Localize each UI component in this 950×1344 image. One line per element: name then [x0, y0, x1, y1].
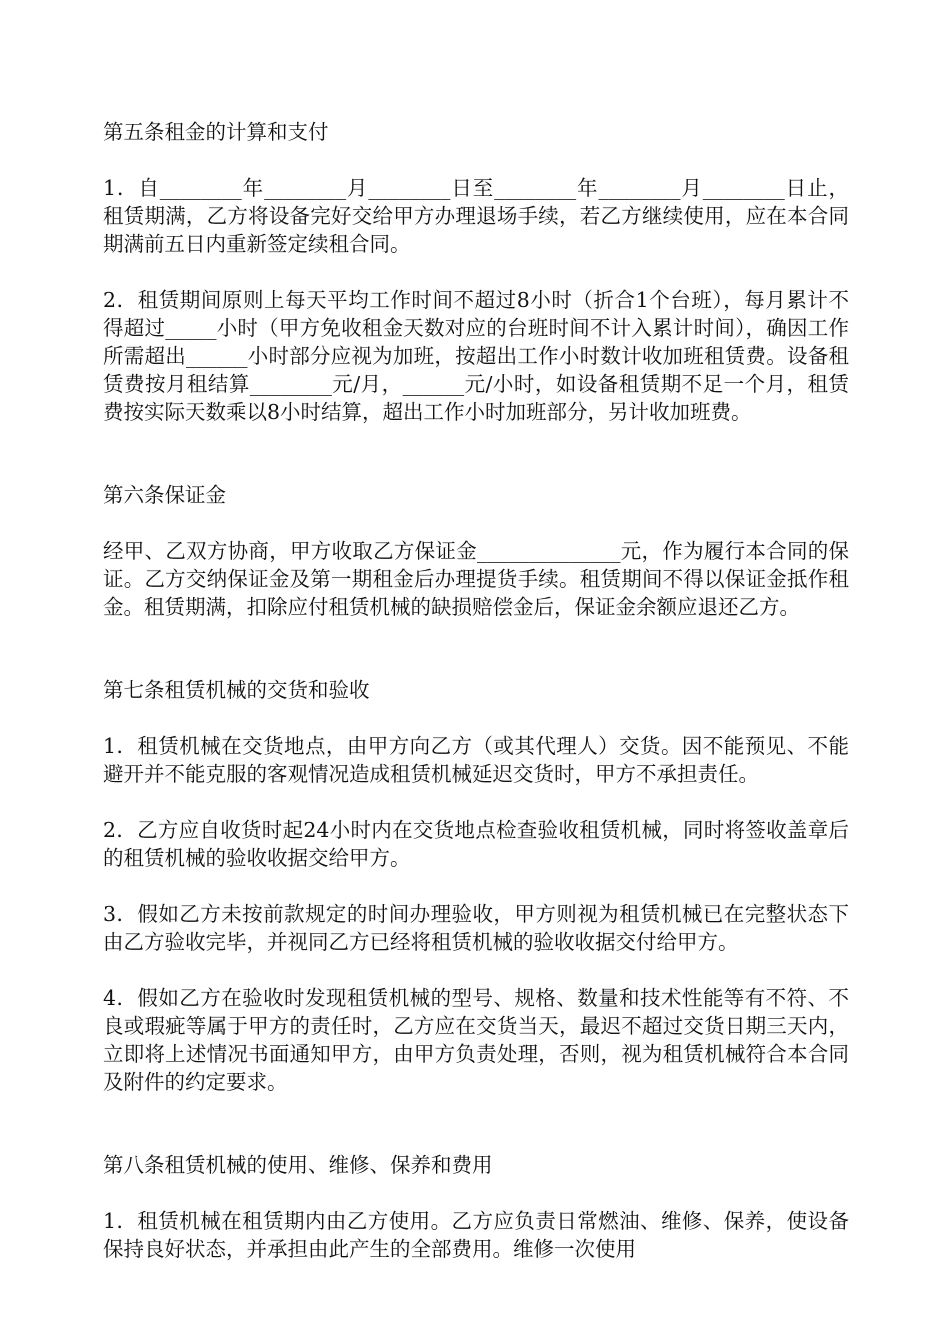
- spacer: [103, 1179, 849, 1207]
- document-page: [103, 118, 849, 1263]
- spacer: [103, 621, 849, 676]
- spacer: [103, 704, 849, 732]
- spacer: [103, 788, 849, 816]
- article-7-clause-2: 2．乙方应自收货时起24小时内在交货地点检查验收租赁机械，同时将签收盖章后的租赁机械的验收收据交给甲方。: [103, 818, 849, 870]
- spacer: [103, 258, 849, 286]
- section-title-article-5: 第五条租金的计算和支付: [103, 120, 329, 144]
- spacer: [103, 426, 849, 481]
- article-7-clause-3: 3．假如乙方未按前款规定的时间办理验收，甲方则视为租赁机械已在完整状态下由乙方验收完毕，并视同乙方已经将租赁机械的验收收据交付给甲方。: [103, 902, 849, 954]
- article-6-paragraph: 经甲、乙双方协商，甲方收取乙方保证金______________元，作为履行本合同的保证。乙方交纳保证金及第一期租金后办理提货手续。租赁期间不得以保证金抵作租金。租赁期满，扣除应付租赁机械的缺损赔偿金后，保证金余额应退还乙方。: [103, 539, 849, 619]
- article-8-clause-1: 1．租赁机械在租赁期内由乙方使用。乙方应负责日常燃油、维修、保养，使设备保持良好状态，并承担由此产生的全部费用。维修一次使用: [103, 1209, 849, 1261]
- spacer: [103, 872, 849, 900]
- section-title-article-6: 第六条保证金: [103, 483, 226, 507]
- section-title-article-7: 第七条租赁机械的交货和验收: [103, 678, 370, 702]
- spacer: [103, 1096, 849, 1151]
- spacer: [103, 146, 849, 174]
- spacer: [103, 956, 849, 984]
- article-7-clause-4: 4．假如乙方在验收时发现租赁机械的型号、规格、数量和技术性能等有不符、不良或瑕疵等属于甲方的责任时，乙方应在交货当天，最迟不超过交货日期三天内，立即将上述情况书面通知甲方，由甲方负责处理，否则，视为租赁机械符合本合同及附件的约定要求。: [103, 986, 849, 1094]
- section-title-article-8: 第八条租赁机械的使用、维修、保养和费用: [103, 1153, 493, 1177]
- spacer: [103, 509, 849, 537]
- article-7-clause-1: 1．租赁机械在交货地点，由甲方向乙方（或其代理人）交货。因不能预见、不能避开并不能克服的客观情况造成租赁机械延迟交货时，甲方不承担责任。: [103, 734, 849, 786]
- article-5-clause-1: 1．自________年________月________日至________年________月________日止，租赁期满，乙方将设备完好交给甲方办理退场手续，若乙方继续使用，应在本合同期满前五日内重新签定续租合同。: [103, 176, 849, 256]
- article-5-clause-2: 2．租赁期间原则上每天平均工作时间不超过8小时（折合1个台班），每月累计不得超过_____小时（甲方免收租金天数对应的台班时间不计入累计时间），确因工作所需超出______小时部分应视为加班，按超出工作小时数计收加班租赁费。设备租赁费按月租结算________元/月，______元/小时，如设备租赁期不足一个月，租赁费按实际天数乘以8小时结算，超出工作小时加班部分，另计收加班费。: [103, 288, 849, 424]
